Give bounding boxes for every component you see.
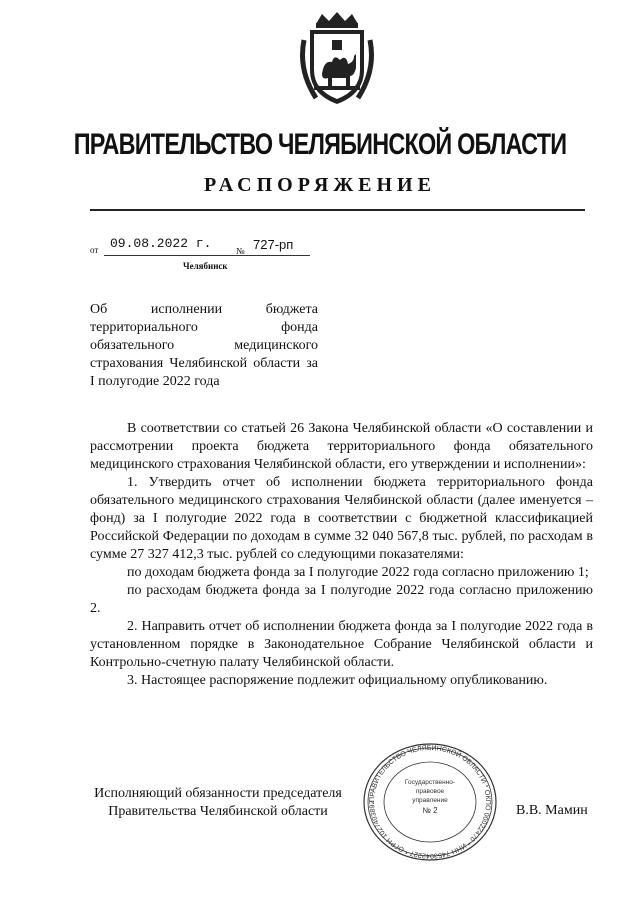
document-subject: Об исполнении бюджета территориального фонда обязательного медицинского страхования Челябинской области за I полугодие 2022 года — [90, 302, 318, 389]
document-city: Челябинск — [183, 261, 228, 271]
signer-position-line-1: Исполняющий обязанности председателя — [94, 786, 342, 801]
stamp-inner-line-2: правовое — [415, 788, 445, 795]
date-underline — [104, 255, 274, 256]
document-date-number — [90, 236, 350, 258]
signer-position-line-2: Правительства Челябинской области — [108, 804, 328, 819]
header-divider — [90, 209, 585, 211]
preamble-paragraph: В соответствии со статьей 26 Закона Челябинской области «О составлении и рассмотрении проекта бюджета территориального фонда обязательного медицинского страхования Челябинской области, его утверждении и исполнении»: — [90, 421, 593, 472]
item-1-paragraph: 1. Утвердить отчет об исполнении бюджета территориального фонда обязательного медицинского страхования Челябинской области (далее именуется – фонд) за I полугодие 2022 года в соответствии с бюджетной классификацией Российской Федерации по доходам в сумме 32 040 567,8 тыс. рублей, по расходам в сумме 27 327 412,3 тыс. рублей со следующими показателями: — [90, 475, 593, 562]
item-1-expense-paragraph: по расходам бюджета фонда за I полугодие 2022 года согласно приложению 2. — [90, 583, 593, 616]
number-underline — [250, 255, 310, 256]
item-3-paragraph: 3. Настоящее распоряжение подлежит официальному опубликованию. — [127, 673, 548, 688]
stamp-inner-line-4: № 2 — [422, 806, 438, 815]
official-stamp-icon — [360, 742, 500, 862]
stamp-ring-text: ПРАВИТЕЛЬСТВО ЧЕЛЯБИНСКОЙ ОБЛАСТИ * ОКПО 00022470 * ИНН 7453042227 * ОГРН 1027403892 — [368, 744, 492, 860]
number-prefix: № — [236, 246, 245, 256]
item-1-income-paragraph: по доходам бюджета фонда за I полугодие 2022 года согласно приложению 1; — [127, 565, 589, 580]
document-date: 09.08.2022 г. — [110, 236, 212, 251]
coat-of-arms-icon — [296, 10, 378, 108]
document-body — [90, 420, 593, 690]
stamp-inner-line-1: Государственно- — [404, 779, 456, 786]
document-type: РАСПОРЯЖЕНИЕ — [204, 174, 436, 196]
signer-position — [88, 785, 348, 821]
stamp-inner-line-3: управление — [412, 797, 448, 804]
page-title: ПРАВИТЕЛЬСТВО ЧЕЛЯБИНСКОЙ ОБЛАСТИ — [73, 128, 567, 161]
date-prefix: от — [90, 245, 99, 255]
signer-name: В.В. Мамин — [516, 803, 588, 818]
document-number: 727-рп — [253, 237, 294, 252]
item-2-paragraph: 2. Направить отчет об исполнении бюджета фонда за I полугодие 2022 года в установленном порядке в Законодательное Собрание Челябинской области и Контрольно-счетную палату Челябинской области. — [90, 619, 593, 670]
